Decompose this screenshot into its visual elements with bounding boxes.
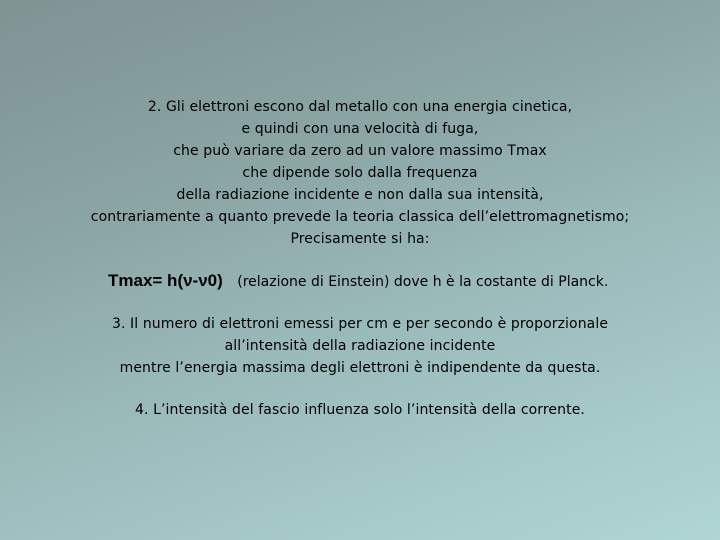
- einstein-formula: Tmax= h(ν-ν0): [108, 271, 223, 290]
- paragraph-photoelectric-energy: [0, 96, 720, 250]
- text-line: mentre l’energia massima degli elettroni è indipendente da questa.: [119, 360, 601, 376]
- paragraph-electron-count: [0, 313, 720, 379]
- text-line: Precisamente si ha:: [290, 231, 430, 247]
- text-line: 2. Gli elettroni escono dal metallo con una energia cinetica,: [147, 99, 573, 115]
- text-line: 4. L’intensità del fascio influenza solo l’intensità della corrente.: [135, 402, 585, 418]
- text-line: che dipende solo dalla frequenza: [242, 165, 478, 181]
- text-line: che può variare da zero ad un valore massimo Tmax: [173, 143, 547, 159]
- text-line: e quindi con una velocità di fuga,: [241, 121, 479, 137]
- paragraph-beam-intensity: [0, 399, 720, 421]
- text-line: contrariamente a quanto prevede la teoria classica dell’elettromagnetismo;: [90, 209, 630, 225]
- text-line: all’intensità della radiazione incidente: [224, 338, 496, 354]
- formula-note: (relazione di Einstein) dove h è la costante di Planck.: [237, 274, 609, 290]
- text-line: della radiazione incidente e non dalla sua intensità,: [176, 187, 544, 203]
- formula-row: [108, 268, 608, 295]
- text-line: 3. Il numero di elettroni emessi per cm e per secondo è proporzionale: [111, 316, 609, 332]
